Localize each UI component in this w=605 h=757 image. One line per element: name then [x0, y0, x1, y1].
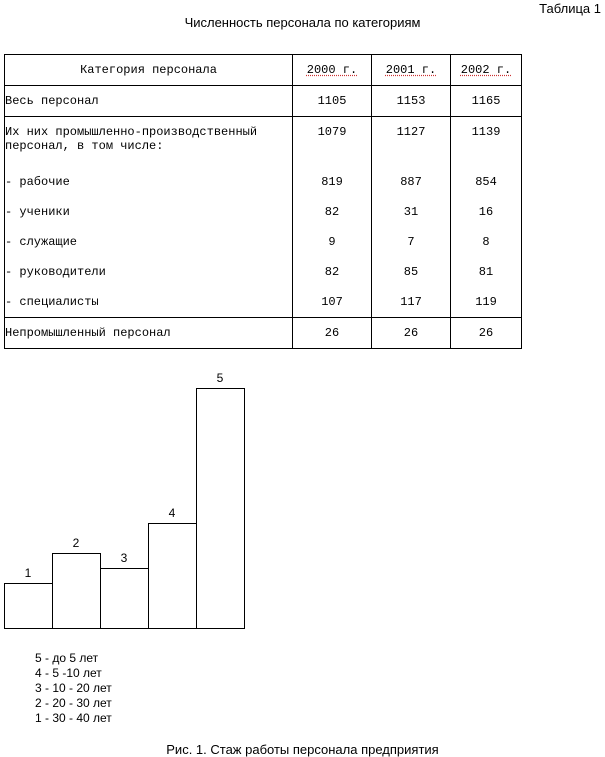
legend-item: 2 - 20 - 30 лет: [35, 696, 112, 710]
cell-value: 7: [372, 227, 451, 257]
cell-value: 26: [372, 317, 451, 348]
legend-item: 4 - 5 -10 лет: [35, 666, 102, 680]
chart-bar: [53, 554, 101, 629]
row-label: - руководители: [5, 257, 293, 287]
legend-item: 5 - до 5 лет: [35, 651, 99, 665]
cell-value: 117: [372, 287, 451, 318]
cell-value: 26: [451, 317, 522, 348]
header-year-label: 2001 г.: [385, 63, 437, 77]
chart-bar: [5, 584, 53, 629]
cell-value: 819: [293, 167, 372, 197]
legend-item: 3 - 10 - 20 лет: [35, 681, 112, 695]
row-label: - служащие: [5, 227, 293, 257]
cell-value: 119: [451, 287, 522, 318]
table-row: [5, 197, 522, 227]
row-label: - рабочие: [5, 167, 293, 197]
cell-value: 16: [451, 197, 522, 227]
cell-value: 887: [372, 167, 451, 197]
row-label: - специалисты: [5, 287, 293, 318]
cell-value: 8: [451, 227, 522, 257]
cell-value: 1153: [372, 86, 451, 117]
chart-bar: [149, 524, 197, 629]
table-title: Численность персонала по категориям: [184, 15, 421, 30]
cell-value: 1139: [451, 117, 522, 167]
table-row: [5, 257, 522, 287]
cell-value: 107: [293, 287, 372, 318]
row-label: Их них промышленно-производственный персонал, в том числе:: [5, 117, 293, 167]
header-category: Категория персонала: [5, 55, 293, 86]
table-row: [5, 287, 522, 318]
cell-value: 1105: [293, 86, 372, 117]
staff-table: [4, 54, 522, 349]
figure-caption: Рис. 1. Стаж работы персонала предприятия: [166, 742, 439, 757]
cell-value: 82: [293, 197, 372, 227]
row-label: - ученики: [5, 197, 293, 227]
table-row: [5, 317, 522, 348]
cell-value: 85: [372, 257, 451, 287]
header-year: [451, 55, 522, 86]
header-year-label: 2002 г.: [460, 63, 512, 77]
table-header-row: [5, 55, 522, 86]
table-row: [5, 117, 522, 167]
row-label: Непромышленный персонал: [5, 317, 293, 348]
table-row: [5, 227, 522, 257]
cell-value: 81: [451, 257, 522, 287]
table-row: [5, 86, 522, 117]
experience-bar-chart: [0, 360, 260, 635]
bar-label: 5: [216, 371, 224, 385]
legend-item: 1 - 30 - 40 лет: [35, 711, 112, 725]
cell-value: 1165: [451, 86, 522, 117]
cell-value: 1079: [293, 117, 372, 167]
cell-value: 82: [293, 257, 372, 287]
cell-value: 1127: [372, 117, 451, 167]
header-year: [293, 55, 372, 86]
chart-bar: [101, 569, 149, 629]
cell-value: 31: [372, 197, 451, 227]
table-row: [5, 167, 522, 197]
chart-bar: [197, 389, 245, 629]
header-year: [372, 55, 451, 86]
bar-label: 1: [24, 566, 32, 580]
table-number: Таблица 1: [539, 1, 601, 16]
cell-value: 26: [293, 317, 372, 348]
bar-label: 3: [120, 551, 128, 565]
chart-legend: [35, 651, 112, 726]
header-year-label: 2000 г.: [306, 63, 358, 77]
cell-value: 854: [451, 167, 522, 197]
bar-label: 4: [168, 506, 176, 520]
cell-value: 9: [293, 227, 372, 257]
row-label: Весь персонал: [5, 86, 293, 117]
bar-label: 2: [72, 536, 80, 550]
